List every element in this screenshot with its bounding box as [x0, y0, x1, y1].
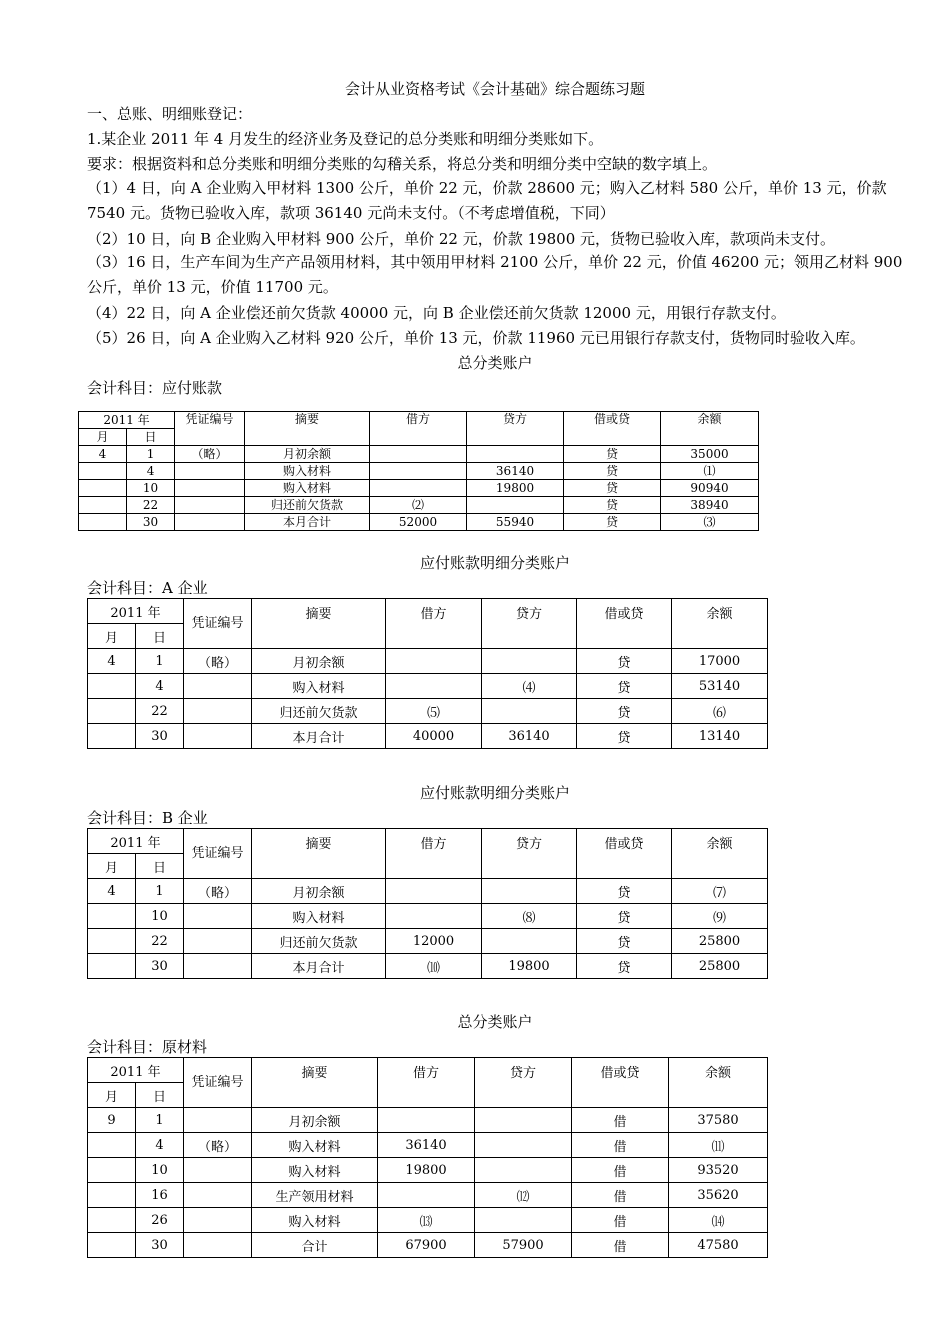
header-day: 日 — [136, 854, 184, 879]
cell-day: 1 — [136, 879, 184, 904]
cell-debit: ⑽ — [386, 954, 482, 979]
cell-credit — [475, 1133, 572, 1158]
cell-dc: 贷 — [564, 446, 661, 463]
table-row — [88, 724, 768, 749]
cell-day: 16 — [136, 1183, 184, 1208]
cell-summary: 购入材料 — [252, 1158, 378, 1183]
cell-balance: 53140 — [672, 674, 768, 699]
table-row — [79, 480, 759, 497]
cell-balance: 17000 — [672, 649, 768, 674]
cell-debit — [386, 904, 482, 929]
cell-dc: 借 — [572, 1233, 669, 1258]
cell-day: 1 — [127, 446, 175, 463]
cell-month: 4 — [88, 879, 136, 904]
cell-dc: 借 — [572, 1158, 669, 1183]
header-dc: 借或贷 — [564, 412, 661, 446]
cell-summary: 归还前欠货款 — [252, 929, 386, 954]
cell-balance: ⑺ — [672, 879, 768, 904]
header-voucher: 凭证编号 — [184, 829, 252, 879]
cell-month — [88, 699, 136, 724]
header-month: 月 — [79, 429, 127, 446]
header-credit: 贷方 — [482, 599, 577, 649]
cell-balance: 37580 — [669, 1108, 768, 1133]
cell-balance: 25800 — [672, 929, 768, 954]
cell-voucher — [184, 1158, 252, 1183]
page-title: 会计从业资格考试《会计基础》综合题练习题 — [344, 80, 645, 98]
cell-credit: 36140 — [482, 724, 577, 749]
header-credit: 贷方 — [475, 1058, 572, 1108]
ledger-table-materials — [87, 1057, 768, 1258]
table-row — [88, 674, 768, 699]
cell-month — [88, 929, 136, 954]
cell-month — [88, 1233, 136, 1258]
ledger-table-b-company — [87, 828, 768, 979]
item-2: （2）10 日，向 B 企业购入甲材料 900 公斤，单价 22 元，价款 19800 元，货物已验收入库，款项尚未支付。 — [87, 230, 836, 248]
header-day: 日 — [127, 429, 175, 446]
header-dc: 借或贷 — [577, 599, 672, 649]
cell-credit: ⑷ — [482, 674, 577, 699]
cell-month — [88, 1183, 136, 1208]
cell-voucher — [184, 1233, 252, 1258]
cell-summary: 合计 — [252, 1233, 378, 1258]
cell-summary: 归还前欠货款 — [245, 497, 370, 514]
cell-month — [79, 480, 127, 497]
requirement: 要求：根据资料和总分类账和明细分类账的勾稽关系，将总分类和明细分类中空缺的数字填上。 — [87, 155, 718, 173]
cell-credit — [467, 446, 564, 463]
cell-balance: 38940 — [661, 497, 759, 514]
cell-dc: 借 — [572, 1208, 669, 1233]
ledger-subject: 会计科目：B 企业 — [87, 809, 208, 827]
table-row — [88, 929, 768, 954]
cell-voucher — [184, 1108, 252, 1133]
header-year: 2011 年 — [88, 829, 184, 854]
cell-summary: 购入材料 — [252, 904, 386, 929]
cell-summary: 月初余额 — [252, 879, 386, 904]
table-row — [88, 699, 768, 724]
cell-credit: 19800 — [467, 480, 564, 497]
cell-day: 1 — [136, 649, 184, 674]
cell-voucher — [175, 514, 245, 531]
cell-day: 4 — [136, 674, 184, 699]
question-intro: 1.某企业 2011 年 4 月发生的经济业务及登记的总分类账和明细分类账如下。 — [87, 130, 604, 148]
cell-credit — [482, 929, 577, 954]
cell-debit — [378, 1108, 475, 1133]
cell-debit — [370, 463, 467, 480]
cell-balance: ⒁ — [669, 1208, 768, 1233]
table-row — [88, 879, 768, 904]
cell-voucher — [184, 699, 252, 724]
cell-dc: 贷 — [577, 649, 672, 674]
cell-voucher — [184, 724, 252, 749]
cell-month — [79, 514, 127, 531]
table-row — [79, 497, 759, 514]
cell-summary: 购入材料 — [245, 480, 370, 497]
cell-month — [79, 497, 127, 514]
header-dc: 借或贷 — [577, 829, 672, 879]
cell-day: 22 — [127, 497, 175, 514]
cell-balance: ⑹ — [672, 699, 768, 724]
cell-day: 4 — [127, 463, 175, 480]
cell-debit: 52000 — [370, 514, 467, 531]
cell-dc: 借 — [572, 1133, 669, 1158]
cell-summary: 本月合计 — [252, 724, 386, 749]
cell-credit — [475, 1158, 572, 1183]
cell-day: 26 — [136, 1208, 184, 1233]
cell-summary: 购入材料 — [252, 674, 386, 699]
ledger-table-a-company — [87, 598, 768, 749]
cell-month — [88, 954, 136, 979]
table-row — [88, 904, 768, 929]
table-row — [88, 1208, 768, 1233]
cell-voucher: （略） — [184, 879, 252, 904]
cell-dc: 贷 — [564, 514, 661, 531]
ledger-subject: 会计科目：应付账款 — [87, 379, 223, 397]
ledger-subject: 会计科目：A 企业 — [87, 579, 208, 597]
cell-month — [88, 724, 136, 749]
cell-voucher — [184, 954, 252, 979]
cell-balance: ⑴ — [661, 463, 759, 480]
cell-debit — [370, 480, 467, 497]
cell-voucher: （略） — [175, 446, 245, 463]
cell-dc: 贷 — [564, 480, 661, 497]
cell-debit: ⑸ — [386, 699, 482, 724]
cell-day: 30 — [136, 954, 184, 979]
item-5: （5）26 日，向 A 企业购入乙材料 920 公斤，单价 13 元，价款 11960 元已用银行存款支付，货物同时验收入库。 — [87, 329, 865, 347]
header-debit: 借方 — [386, 829, 482, 879]
cell-month — [79, 463, 127, 480]
header-balance: 余额 — [672, 829, 768, 879]
cell-credit — [475, 1208, 572, 1233]
cell-summary: 归还前欠货款 — [252, 699, 386, 724]
table-row — [88, 1233, 768, 1258]
cell-voucher — [175, 497, 245, 514]
header-debit: 借方 — [378, 1058, 475, 1108]
header-year: 2011 年 — [79, 412, 175, 429]
cell-day: 30 — [136, 1233, 184, 1258]
cell-debit — [386, 674, 482, 699]
header-summary: 摘要 — [252, 829, 386, 879]
cell-credit — [482, 649, 577, 674]
cell-dc: 贷 — [564, 463, 661, 480]
cell-summary: 购入材料 — [252, 1208, 378, 1233]
header-year: 2011 年 — [88, 599, 184, 624]
cell-voucher: （略） — [184, 649, 252, 674]
table-row — [88, 1183, 768, 1208]
cell-summary: 购入材料 — [245, 463, 370, 480]
header-month: 月 — [88, 854, 136, 879]
cell-month: 4 — [79, 446, 127, 463]
cell-debit: 12000 — [386, 929, 482, 954]
header-month: 月 — [88, 624, 136, 649]
header-credit: 贷方 — [482, 829, 577, 879]
table-row — [79, 514, 759, 531]
header-credit: 贷方 — [467, 412, 564, 446]
cell-voucher — [175, 480, 245, 497]
cell-month — [88, 1133, 136, 1158]
cell-credit: ⑿ — [475, 1183, 572, 1208]
cell-month — [88, 1208, 136, 1233]
cell-dc: 贷 — [577, 929, 672, 954]
cell-dc: 贷 — [577, 699, 672, 724]
cell-debit: 40000 — [386, 724, 482, 749]
cell-dc: 贷 — [577, 724, 672, 749]
ledger-table-payable-general — [78, 411, 759, 531]
cell-credit: 57900 — [475, 1233, 572, 1258]
section-heading: 一、总账、明细账登记： — [87, 105, 253, 123]
header-balance: 余额 — [661, 412, 759, 446]
cell-dc: 借 — [572, 1183, 669, 1208]
cell-balance: 93520 — [669, 1158, 768, 1183]
cell-day: 30 — [127, 514, 175, 531]
table-row — [88, 1108, 768, 1133]
cell-debit — [370, 446, 467, 463]
cell-day: 4 — [136, 1133, 184, 1158]
cell-dc: 贷 — [577, 904, 672, 929]
cell-balance: ⑶ — [661, 514, 759, 531]
table-row — [88, 1133, 768, 1158]
cell-balance: ⑾ — [669, 1133, 768, 1158]
cell-balance: 35000 — [661, 446, 759, 463]
header-voucher: 凭证编号 — [184, 599, 252, 649]
cell-dc: 贷 — [577, 879, 672, 904]
cell-summary: 月初余额 — [252, 649, 386, 674]
ledger-subject: 会计科目：原材料 — [87, 1038, 208, 1056]
cell-summary: 月初余额 — [245, 446, 370, 463]
cell-debit: 67900 — [378, 1233, 475, 1258]
header-voucher: 凭证编号 — [184, 1058, 252, 1108]
table-row — [88, 1158, 768, 1183]
cell-voucher — [184, 904, 252, 929]
cell-voucher — [184, 1208, 252, 1233]
cell-summary: 生产领用材料 — [252, 1183, 378, 1208]
cell-credit — [467, 497, 564, 514]
ledger-title: 总分类账户 — [457, 1013, 533, 1031]
cell-credit: 36140 — [467, 463, 564, 480]
cell-credit — [482, 879, 577, 904]
cell-day: 30 — [136, 724, 184, 749]
cell-day: 22 — [136, 699, 184, 724]
cell-debit: ⒀ — [378, 1208, 475, 1233]
cell-voucher — [184, 929, 252, 954]
cell-summary: 购入材料 — [252, 1133, 378, 1158]
cell-month: 4 — [88, 649, 136, 674]
cell-debit: 19800 — [378, 1158, 475, 1183]
cell-credit: 55940 — [467, 514, 564, 531]
cell-credit — [482, 699, 577, 724]
cell-summary: 本月合计 — [252, 954, 386, 979]
header-debit: 借方 — [370, 412, 467, 446]
item-3: （3）16 日，生产车间为生产产品领用材料，其中领用甲材料 2100 公斤，单价 22 元，价值 46200 元；领用乙材料 900 公斤，单价 13 元，价值 11700 元。 — [87, 253, 903, 296]
ledger-title: 总分类账户 — [457, 354, 533, 372]
table-row — [88, 649, 768, 674]
cell-credit: ⑻ — [482, 904, 577, 929]
cell-balance: 35620 — [669, 1183, 768, 1208]
ledger-title: 应付账款明细分类账户 — [419, 554, 570, 572]
cell-voucher: （略） — [184, 1133, 252, 1158]
cell-day: 1 — [136, 1108, 184, 1133]
table-row — [88, 954, 768, 979]
table-row — [79, 446, 759, 463]
cell-balance: ⑼ — [672, 904, 768, 929]
header-summary: 摘要 — [245, 412, 370, 446]
cell-voucher — [175, 463, 245, 480]
header-day: 日 — [136, 624, 184, 649]
cell-month — [88, 674, 136, 699]
cell-day: 10 — [127, 480, 175, 497]
header-summary: 摘要 — [252, 1058, 378, 1108]
cell-debit: ⑵ — [370, 497, 467, 514]
cell-dc: 借 — [572, 1108, 669, 1133]
header-day: 日 — [136, 1083, 184, 1108]
cell-debit — [386, 879, 482, 904]
cell-month: 9 — [88, 1108, 136, 1133]
cell-debit — [378, 1183, 475, 1208]
cell-voucher — [184, 674, 252, 699]
cell-dc: 贷 — [577, 674, 672, 699]
header-voucher: 凭证编号 — [175, 412, 245, 446]
header-debit: 借方 — [386, 599, 482, 649]
cell-dc: 贷 — [577, 954, 672, 979]
header-balance: 余额 — [672, 599, 768, 649]
cell-balance: 13140 — [672, 724, 768, 749]
header-summary: 摘要 — [252, 599, 386, 649]
cell-credit — [475, 1108, 572, 1133]
cell-balance: 25800 — [672, 954, 768, 979]
cell-voucher — [184, 1183, 252, 1208]
header-year: 2011 年 — [88, 1058, 184, 1083]
cell-dc: 贷 — [564, 497, 661, 514]
cell-balance: 47580 — [669, 1233, 768, 1258]
cell-summary: 月初余额 — [252, 1108, 378, 1133]
header-balance: 余额 — [669, 1058, 768, 1108]
item-4: （4）22 日，向 A 企业偿还前欠货款 40000 元，向 B 企业偿还前欠货款 12000 元，用银行存款支付。 — [87, 304, 786, 322]
cell-month — [88, 904, 136, 929]
cell-day: 22 — [136, 929, 184, 954]
cell-debit: 36140 — [378, 1133, 475, 1158]
cell-balance: 90940 — [661, 480, 759, 497]
header-month: 月 — [88, 1083, 136, 1108]
header-dc: 借或贷 — [572, 1058, 669, 1108]
cell-day: 10 — [136, 904, 184, 929]
cell-debit — [386, 649, 482, 674]
item-1: （1）4 日，向 A 企业购入甲材料 1300 公斤，单价 22 元，价款 28600 元；购入乙材料 580 公斤，单价 13 元，价款 7540 元。货物已验收入库，款项 36140 元尚未支付。（不考虑增值税，下同） — [87, 179, 887, 222]
cell-month — [88, 1158, 136, 1183]
cell-day: 10 — [136, 1158, 184, 1183]
table-row — [79, 463, 759, 480]
ledger-title: 应付账款明细分类账户 — [419, 784, 570, 802]
cell-summary: 本月合计 — [245, 514, 370, 531]
cell-credit: 19800 — [482, 954, 577, 979]
